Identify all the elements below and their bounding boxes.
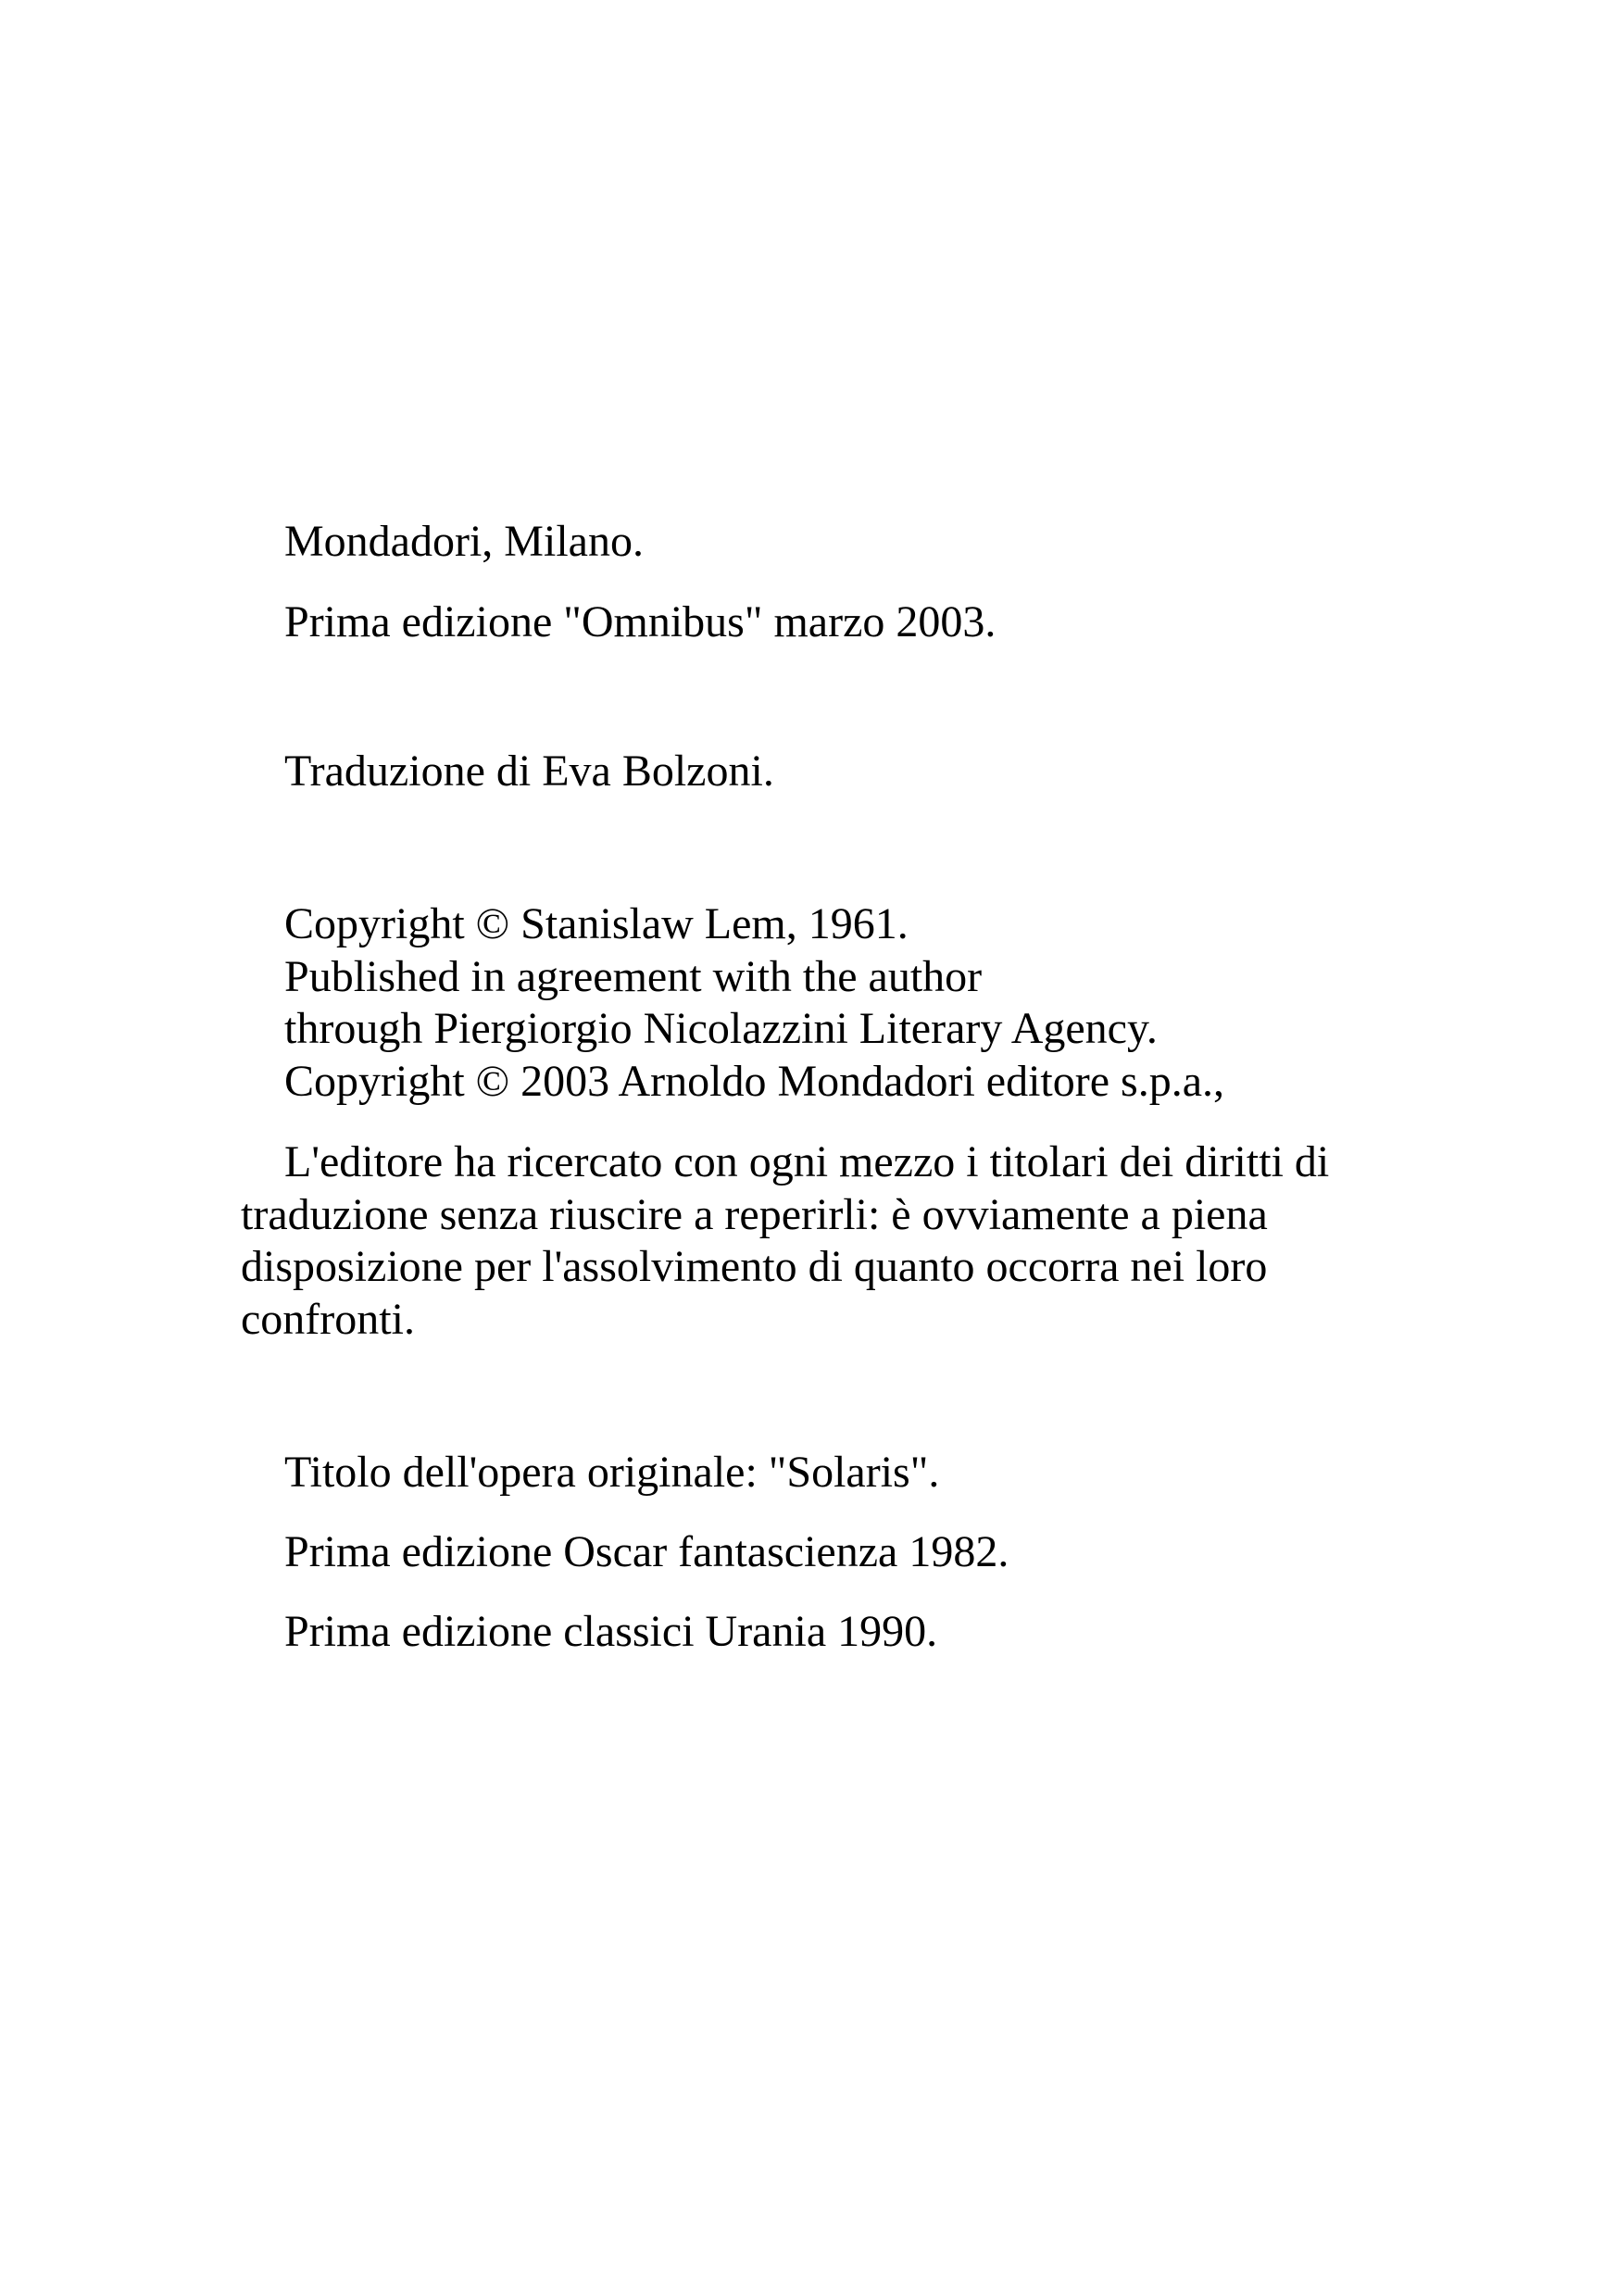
publisher-copyright: Copyright © 2003 Arnoldo Mondadori editore s.p.a., [284, 1057, 1225, 1106]
rights-notice: L'editore ha ricercato con ogni mezzo i titolari dei diritti di traduzione senza riuscire a reperirli: è ovviamente a piena disposizione per l'assolvimento di quanto occorra nei loro confronti. [241, 1137, 1330, 1344]
agreement-line-1: Published in agreement with the author [284, 952, 983, 1001]
author-copyright: Copyright © Stanislaw Lem, 1961. [284, 899, 909, 948]
publisher-line: Mondadori, Milano. [284, 517, 644, 566]
omnibus-edition-line: Prima edizione "Omnibus" marzo 2003. [284, 597, 997, 646]
oscar-edition-line: Prima edizione Oscar fantascienza 1982. [284, 1527, 1009, 1576]
urania-edition-line: Prima edizione classici Urania 1990. [284, 1607, 938, 1656]
original-title: Titolo dell'opera originale: "Solaris". [284, 1448, 940, 1497]
translation-credit: Traduzione di Eva Bolzoni. [284, 747, 774, 796]
agreement-line-2: through Piergiorgio Nicolazzini Literary Agency. [284, 1004, 1158, 1053]
